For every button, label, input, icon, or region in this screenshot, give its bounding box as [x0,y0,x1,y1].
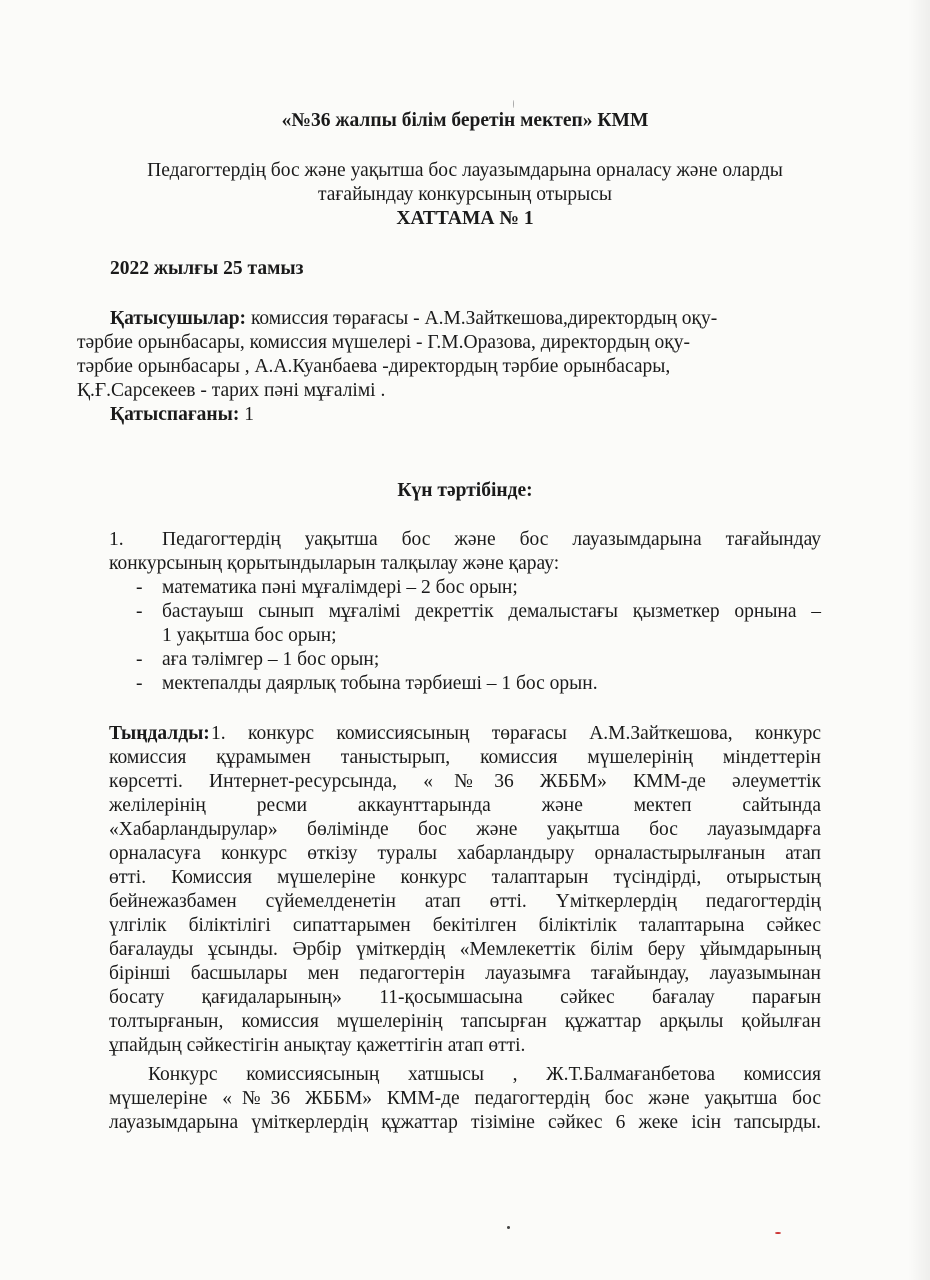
agenda-bullet-2-continued: 1 уақытша бос орын; [162,625,337,646]
agenda-item-line-1: Педагогтердің уақытша бос және бос лауазымдарына тағайындау [162,529,821,550]
heard-line-2: комиссия құрамымен таныстырып, комиссия мүшелерінің міндеттерін [109,747,821,768]
heard-line-3: көрсетті. Интернет-ресурсында, «№36 ЖББМ» КММ-де әлеуметтік [109,771,821,792]
agenda-bullet-4: мектепалды даярлық тобына тәрбиеші – 1 бос орын. [162,673,598,694]
agenda-heading: Күн тәртібінде: [397,480,533,501]
absent-value: 1 [244,404,255,425]
agenda-bullet-1: математика пәні мұғалімдері – 2 бос орын; [162,577,518,598]
heard-line-9: үлгілік біліктілігі сипаттарымен бекітілген біліктілік талаптарына сәйкес [109,915,821,936]
heard-line-4: желілерінің ресми аккаунттарында және мектеп сайтында [109,795,821,816]
heard-line-7: өтті. Комиссия мүшелеріне конкурс талаптарын түсіндірді, отырыстың [109,867,821,888]
agenda-item-number: 1. [109,529,124,550]
heard-line-14: ұпайдың сәйкестігін анықтау қажеттігін атап өтті. [109,1035,526,1056]
heard-line-12: босату қағидаларының» 11-қосымшасына сәйкес бағалау парағын [109,987,821,1008]
bullet-marker-4: - [136,673,143,694]
heard-first-line-text: 1. конкурс комиссиясының төрағасы А.М.Зайткешова, конкурс [211,723,821,744]
bullet-marker-1: - [136,577,143,598]
heard-line-11: бірінші басшылары мен педагогтерін лауазымға тағайындау, лауазымынан [109,963,821,984]
absent-label: Қатыспағаны: [110,404,240,425]
secretary-line-2: мүшелеріне «№36 ЖББМ» КММ-де педагогтердің бос және уақытша бос [109,1088,821,1109]
subtitle-line-2: тағайындау конкурсының отырысы [318,184,612,205]
protocol-title: ХАТТАМА № 1 [396,208,534,229]
meeting-date: 2022 жылғы 25 тамыз [110,258,304,279]
participants-line-1 [110,307,717,331]
agenda-bullet-2: бастауыш сынып мұғалімі декреттік демалыстағы қызметкер орнына – [162,601,821,622]
agenda-item-line-2: конкурсының қорытындыларын талқылау және қарау: [109,553,560,574]
heard-label: Тыңдалды: [109,723,210,744]
participants-line-3: тәрбие орынбасары , А.А.Куанбаева -директордың тәрбие орынбасары, [77,356,671,377]
bullet-marker-2: - [136,601,143,622]
participants-line-2: тәрбие орынбасары, комиссия мүшелері - Г.М.Оразова, директордың оқу- [77,332,690,353]
scan-speck [775,1232,781,1234]
secretary-line-3: лауазымдарына үміткерлердің құжаттар тізіміне сәйкес 6 жеке ісін тапсырды. [109,1112,821,1133]
heard-line-10: бағалауды ұсынды. Әрбір үміткердің «Мемлекеттік білім беру ұйымдарының [109,939,821,960]
subtitle-line-1: Педагогтердің бос және уақытша бос лауазымдарына орналасу және оларды [147,160,783,181]
heard-line-1 [109,722,821,746]
absent-line [110,403,254,427]
agenda-bullet-3: аға тәлімгер – 1 бос орын; [162,649,380,670]
scan-speck [513,100,514,108]
participants-line-4: Қ.Ғ.Сарсекеев - тарих пәні мұғалімі . [77,380,386,401]
participants-text-1: комиссия төрағасы - А.М.Зайткешова,директордың оқу- [250,308,718,329]
scan-speck [507,1226,510,1229]
heard-line-6: орналасуға конкурс өткізу туралы хабарландыру орналастырылғанын атап [109,843,821,864]
heard-line-5: «Хабарландырулар» бөлімінде бос және уақытша бос лауазымдарға [109,819,821,840]
organization-title: «№36 жалпы білім беретін мектеп» КММ [281,110,649,131]
secretary-line-1: Конкурс комиссиясының хатшысы , Ж.Т.Балмағанбетова комиссия [148,1064,821,1085]
heard-line-13: толтырғанын, комиссия мүшелерінің тапсырған құжаттар арқылы қойылған [109,1011,821,1032]
participants-label: Қатысушылар: [110,308,247,329]
bullet-marker-3: - [136,649,143,670]
heard-line-8: бейнежазбамен сүйемелденетін атап өтті. Үміткерлердің педагогтердің [109,891,821,912]
